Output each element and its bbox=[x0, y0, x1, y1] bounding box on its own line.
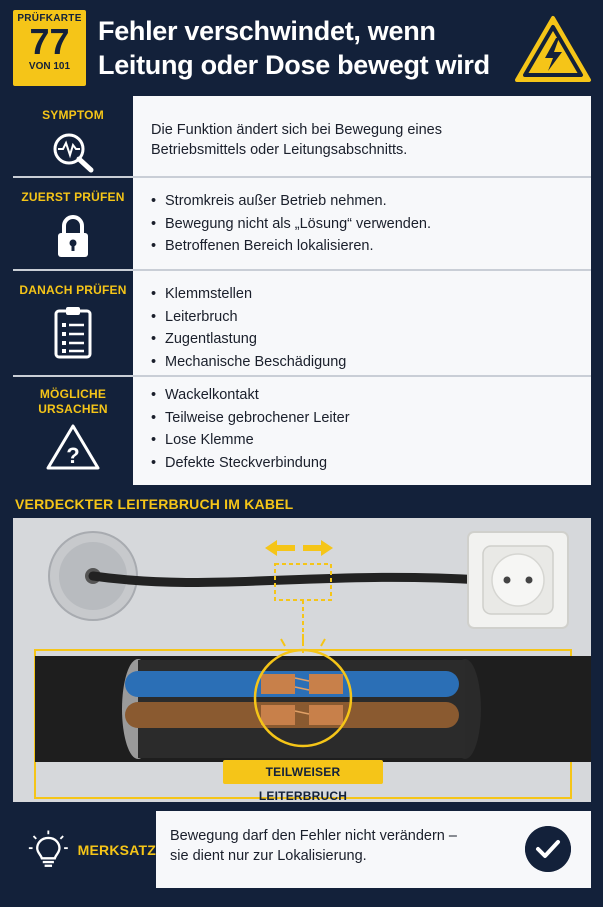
card-label: PRÜFKARTE bbox=[17, 13, 82, 24]
row-label-danach bbox=[13, 271, 133, 375]
lightbulb-icon bbox=[27, 827, 70, 873]
row-danach-pruefen bbox=[13, 271, 591, 377]
card-badge bbox=[13, 10, 86, 86]
row-moegliche-ursachen bbox=[13, 377, 591, 485]
header bbox=[0, 0, 603, 94]
row-body-zuerst bbox=[133, 178, 591, 269]
title-line-2: Leitung oder Dose bewegt wird bbox=[98, 50, 490, 80]
card-number: 77 bbox=[29, 21, 70, 62]
list-item: • Betroffenen Bereich lokalisieren. bbox=[151, 235, 591, 258]
cable-illustration bbox=[13, 518, 591, 802]
row-body-symptom bbox=[133, 96, 591, 176]
row-body-danach bbox=[133, 271, 591, 375]
list-item: • Bewegung nicht als „Lösung“ verwenden. bbox=[151, 213, 591, 236]
row-label-text: ZUERST PRÜFEN bbox=[21, 190, 125, 204]
checklist-icon bbox=[53, 306, 93, 360]
card-total: VON 101 bbox=[28, 61, 71, 72]
row-zuerst-pruefen bbox=[13, 178, 591, 271]
magnifier-pulse-icon bbox=[49, 131, 97, 173]
symptom-text: Die Funktion ändert sich bei Bewegung eines Betriebsmittels oder Leitungsabschnitts. bbox=[151, 122, 442, 158]
merksatz-box bbox=[13, 811, 591, 888]
list-item: • Defekte Steckverbindung bbox=[151, 452, 591, 475]
svg-text:?: ? bbox=[66, 443, 80, 468]
row-label-zuerst bbox=[13, 178, 133, 269]
warning-question-icon bbox=[45, 423, 101, 471]
illustration-title: VERDECKTER LEITERBRUCH IM KABEL bbox=[13, 488, 591, 518]
high-voltage-warning-icon bbox=[514, 14, 592, 84]
list-item: • Lose Klemme bbox=[151, 429, 591, 452]
row-label-line-2: URSACHEN bbox=[38, 402, 108, 416]
row-label-text bbox=[38, 387, 108, 417]
padlock-icon bbox=[55, 213, 91, 259]
title-line-1: Fehler verschwindet, wenn bbox=[98, 16, 436, 46]
row-label-ursachen bbox=[13, 377, 133, 485]
list-item: • Teilweise gebrochener Leiter bbox=[151, 407, 591, 430]
move-arrows-icon bbox=[265, 540, 333, 556]
merksatz-line-2: sie dient nur zur Lokalisierung. bbox=[170, 848, 367, 864]
info-table bbox=[13, 96, 591, 485]
row-label-line-1: MÖGLICHE bbox=[39, 387, 107, 401]
row-body-ursachen bbox=[133, 377, 591, 485]
list-item: • Leiterbruch bbox=[151, 306, 591, 329]
row-label-symptom bbox=[13, 96, 133, 176]
list-item: • Wackelkontakt bbox=[151, 384, 591, 407]
row-label-text: DANACH PRÜFEN bbox=[19, 283, 127, 297]
break-label: TEILWEISER LEITERBRUCH bbox=[223, 760, 383, 784]
list-item: • Klemmstellen bbox=[151, 283, 591, 306]
merksatz-label-box bbox=[13, 811, 156, 888]
merksatz-line-1: Bewegung darf den Fehler nicht verändern – bbox=[170, 828, 457, 844]
row-label-text: SYMPTOM bbox=[42, 108, 104, 122]
row-symptom bbox=[13, 96, 591, 178]
merksatz-label: MERKSATZ bbox=[77, 841, 156, 858]
checkmark-icon bbox=[525, 826, 571, 872]
list-item: • Zugentlastung bbox=[151, 328, 591, 351]
list-item: • Mechanische Beschädigung bbox=[151, 351, 591, 374]
cable-upper bbox=[93, 576, 483, 582]
socket-icon bbox=[468, 532, 568, 628]
page-title bbox=[98, 14, 508, 82]
list-item: • Stromkreis außer Betrieb nehmen. bbox=[151, 190, 591, 213]
